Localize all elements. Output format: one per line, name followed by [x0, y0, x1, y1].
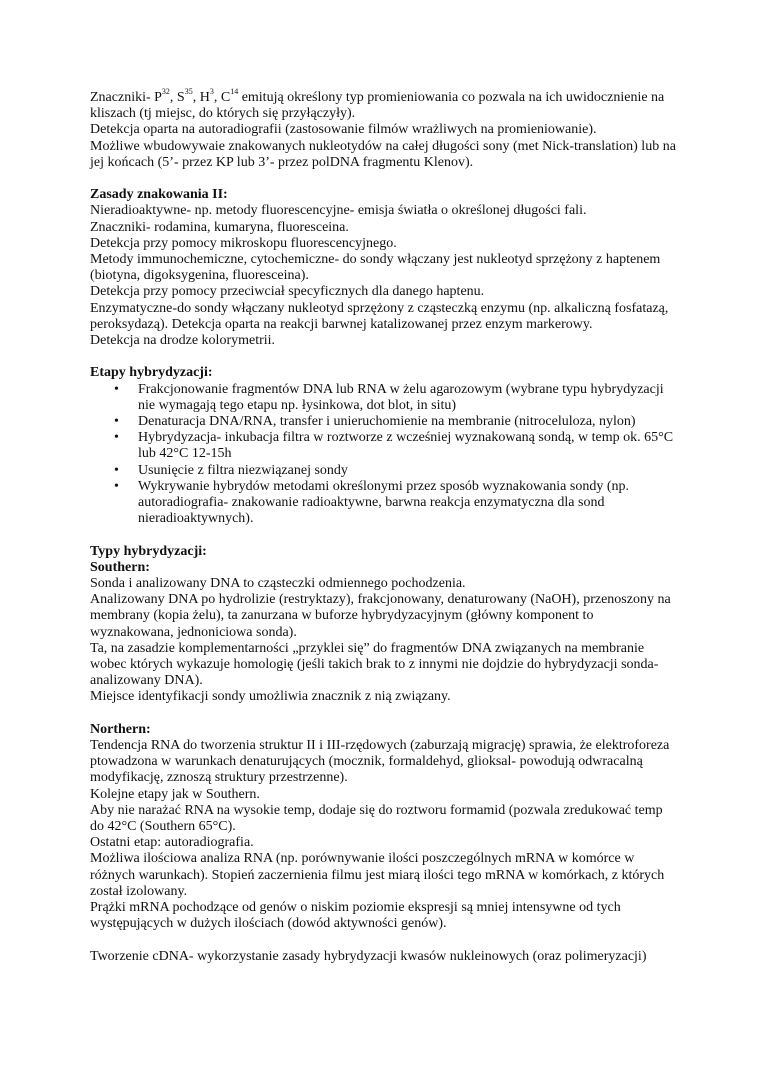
paragraph: Miejsce identyfikacji sondy umożliwia znacznik z nią związany. — [90, 689, 451, 705]
intro-paragraph-3: Możliwe wbudowywaie znakowanych nukleotydów na całej długości sony (met Nick-translation) lub na jej końcach (5’- przez KP lub 3’- przez polDNA fragmentu Klenov). — [90, 138, 676, 170]
section-heading-labeling-ii: Zasady znakowania II: — [90, 187, 228, 203]
paragraph: Tendencja RNA do tworzenia struktur II i III-rzędowych (zaburzają migrację) sprawia, że elektroforeza ptowadzona w warunkach denaturujących (mocznik, formaldehyd, glioksal- powodują odwracalną modyfikację, zznoszą struktury przestrzenne). — [90, 738, 670, 786]
list-item: • Wykrywanie hybrydów metodami określonymi przez sposób wyznakowania sondy (np. autoradiografia- znakowanie radioaktywne, barwna reakcja enzymatyczna dla sond nieradioaktywnych). — [114, 478, 629, 527]
paragraph: Sonda i analizowany DNA to cząsteczki odmiennego pochodzenia. — [90, 576, 466, 592]
section-heading-hybridization-stages: Etapy hybrydyzacji: — [90, 365, 213, 381]
list-item: • Usunięcie z filtra niezwiązanej sondy — [114, 462, 348, 478]
paragraph: Prążki mRNA pochodzące od genów o niskim poziomie ekspresji są mniej intensywne od tych występujących w dużych ilościach (dowód aktywności genów). — [90, 900, 621, 932]
paragraph: Detekcja na drodze kolorymetrii. — [90, 333, 276, 349]
section-heading-hybridization-types: Typy hybrydyzacji: — [90, 543, 207, 559]
subheading-southern: Southern: — [90, 559, 150, 575]
paragraph: Detekcja przy pomocy mikroskopu fluorescencyjnego. — [90, 235, 397, 251]
paragraph: Detekcja przy pomocy przeciwciał specyficznych dla danego haptenu. — [90, 284, 485, 300]
bullet-icon: • — [114, 462, 119, 478]
paragraph: Aby nie narażać RNA na wysokie temp, dodaje się do roztworu formamid (pozwala zredukować temp do 42°C (Southern 65°C). — [90, 802, 663, 835]
closing-paragraph: Tworzenie cDNA- wykorzystanie zasady hybrydyzacji kwasów nukleinowych (oraz polimeryzacji) — [90, 948, 647, 964]
bullet-icon: • — [114, 430, 119, 446]
paragraph: Ta, na zasadzie komplementarności „przyklei się” do fragmentów DNA związanych na membranie wobec których wykazuje homologię (jeśli takich brak to z innymi nie dojdzie do hybrydyzacji sonda-analizowany DNA). — [90, 640, 659, 689]
intro-paragraph-2: Detekcja oparta na autoradiografii (zastosowanie filmów wrażliwych na promieniowanie). — [90, 122, 597, 138]
paragraph: Możliwa ilościowa analiza RNA (np. porównywanie ilości poszczególnych mRNA w komórce w różnych warunkach). Stopień zaczernienia filmu jest miarą ilości tego mRNA w komórkach, z których został izolowany. — [90, 851, 665, 899]
list-item: • Hybrydyzacja- inkubacja filtra w roztworze z wcześniej wyznakowaną sondą, w temp ok. 65°C lub 42°C 12-15h — [114, 430, 674, 462]
subheading-northern: Northern: — [90, 721, 151, 737]
paragraph: Nieradioaktywne- np. metody fluorescencyjne- emisja światła o określonej długości fali. — [90, 203, 587, 219]
document-page — [90, 87, 680, 965]
paragraph: Metody immunochemiczne, cytochemiczne- do sondy włączany jest nukleotyd sprzężony z haptenem (biotyna, digoksygenina, fluoresceina). — [90, 252, 661, 284]
paragraph: Enzymatyczne-do sondy włączany nukleotyd sprzężony z cząsteczką enzymu (np. alkaliczną fosfatazą, peroksydazą). Detekcja oparta na reakcji barwnej katalizowanej przez enzym markerowy. — [90, 300, 669, 332]
bullet-icon: • — [114, 414, 119, 430]
bullet-icon: • — [114, 478, 119, 494]
bullet-icon: • — [114, 381, 119, 397]
stages-list — [90, 382, 680, 528]
paragraph: Znaczniki- rodamina, kumaryna, fluoresceina. — [90, 219, 349, 235]
paragraph: Kolejne etapy jak w Southern. — [90, 786, 260, 802]
paragraph: Analizowany DNA po hydrolizie (restryktazy), frakcjonowany, denaturowany (NaOH), przenoszony na membrany (kopia żelu), ta zanurzana w buforze hybrydyzacyjnym (główny komponent to wyznakowana, jednoniciowa sonda). — [90, 592, 671, 640]
list-item: • Denaturacja DNA/RNA, transfer i unieruchomienie na membranie (nitroceluloza, nylon) — [114, 414, 636, 430]
intro-paragraph-1: Znaczniki- $P^{32}$, $S^{35}$, $H^3$, $C^{14}$ emitują określony typ promieniowania co pozwala na ich uwidocznienie na kliszach (tj miejsc, do których się przyłączyły). — [90, 87, 665, 122]
paragraph: Ostatni etap: autoradiografia. — [90, 835, 254, 851]
list-item: • Frakcjonowanie fragmentów DNA lub RNA w żelu agarozowym (wybrane typu hybrydyzacji nie wymagają tego etapu np. łysinkowa, dot blot, in situ) — [114, 381, 664, 413]
